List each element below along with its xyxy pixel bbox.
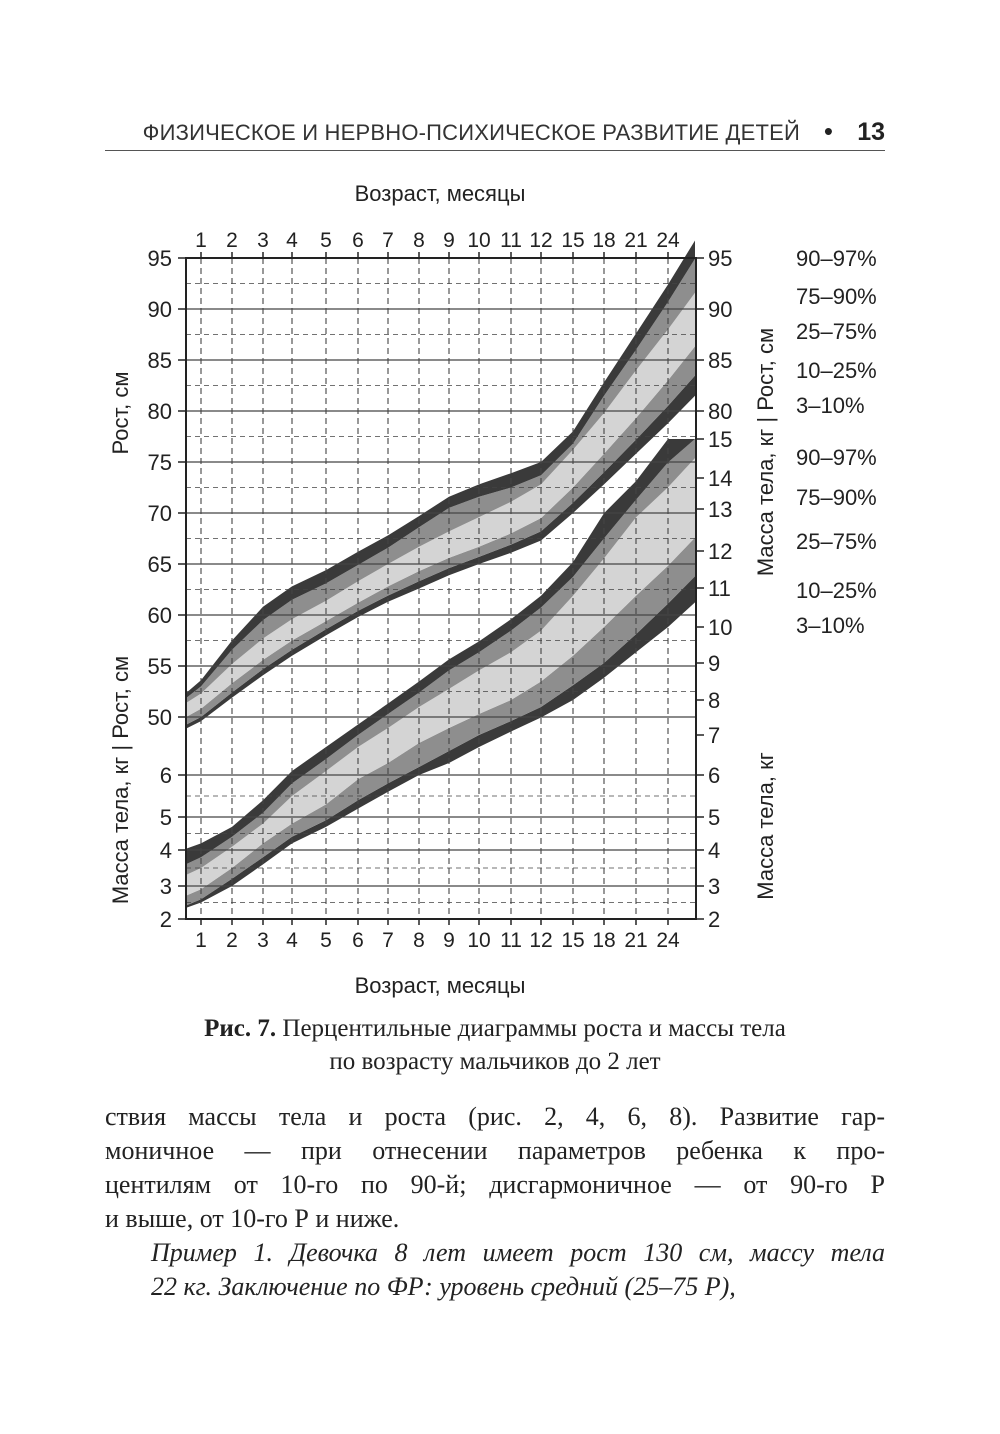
weight-tick-label-right: 11 xyxy=(708,576,731,601)
x-tick-label-bottom: 7 xyxy=(382,929,394,952)
x-tick-label-top: 9 xyxy=(443,229,455,252)
height-tick-label-left: 75 xyxy=(147,450,172,475)
caption-line-1: Перцентильные диаграммы роста и массы тела xyxy=(282,1015,786,1042)
height-tick-label-left: 65 xyxy=(147,552,172,577)
right-axis-label-upper: Масса тела, кг | Рост, см xyxy=(753,327,778,577)
caption-line-2: по возрасту мальчиков до 2 лет xyxy=(329,1048,661,1075)
x-tick-label-top: 7 xyxy=(382,229,394,252)
weight-legend-label: 10–25% xyxy=(796,578,877,603)
x-tick-label-bottom: 11 xyxy=(500,929,522,952)
x-tick-label-bottom: 2 xyxy=(226,929,238,952)
body-line: ствия массы тела и роста (рис. 2, 4, 6, 8). Развитие гар- xyxy=(105,1102,885,1131)
weight-tick-label-right: 7 xyxy=(708,723,721,748)
x-tick-label-bottom: 5 xyxy=(320,929,332,952)
weight-legend-label: 90–97% xyxy=(796,445,877,470)
x-tick-label-top: 18 xyxy=(592,229,616,252)
weight-tick-label-right: 10 xyxy=(708,615,733,640)
x-tick-label-bottom: 12 xyxy=(529,929,553,952)
x-tick-label-top: 11 xyxy=(500,229,522,252)
weight-legend-label: 75–90% xyxy=(796,485,877,510)
example-line: Пример 1. Девочка 8 лет имеет рост 130 см, массу тела xyxy=(151,1238,885,1267)
weight-tick-label-right: 9 xyxy=(708,651,721,676)
height-tick-label-right: 80 xyxy=(708,399,733,424)
weight-tick-label-right: 15 xyxy=(708,427,733,452)
weight-tick-label-left: 2 xyxy=(159,907,172,932)
weight-legend-label: 25–75% xyxy=(796,529,877,554)
header-bullet-icon: • xyxy=(823,116,833,146)
height-tick-label-left: 90 xyxy=(147,297,172,322)
height-legend-label: 25–75% xyxy=(796,319,877,344)
x-tick-label-top: 10 xyxy=(467,229,491,252)
height-tick-label-left: 60 xyxy=(147,603,172,628)
weight-tick-label-right: 4 xyxy=(708,838,721,863)
x-tick-label-top: 2 xyxy=(226,229,238,252)
weight-tick-label-right: 12 xyxy=(708,539,733,564)
weight-tick-label-right: 3 xyxy=(708,874,721,899)
x-tick-label-top: 5 xyxy=(320,229,332,252)
figure-caption xyxy=(100,1012,890,1078)
body-line: моничное — при отнесении параметров ребенка к про- xyxy=(105,1136,885,1165)
height-tick-label-right: 90 xyxy=(708,297,733,322)
x-tick-label-bottom: 8 xyxy=(413,929,425,952)
height-tick-label-left: 55 xyxy=(147,654,172,679)
figure-label: Рис. 7. xyxy=(204,1015,277,1042)
x-tick-label-top: 8 xyxy=(413,229,425,252)
x-tick-label-bottom: 3 xyxy=(257,929,269,952)
x-axis-label-top: Возраст, месяцы xyxy=(354,181,526,206)
weight-tick-label-right: 2 xyxy=(708,907,721,932)
weight-tick-label-right: 5 xyxy=(708,805,721,830)
x-tick-label-top: 6 xyxy=(352,229,364,252)
height-tick-label-left: 50 xyxy=(147,705,172,730)
height-legend-label: 3–10% xyxy=(796,393,865,418)
weight-tick-label-left: 6 xyxy=(159,763,172,788)
body-line: центилям от 10-го по 90-й; дисгармоничное — от 90-го Р xyxy=(105,1170,885,1199)
weight-tick-label-left: 5 xyxy=(159,805,172,830)
height-tick-label-left: 95 xyxy=(147,246,172,271)
x-tick-label-bottom: 10 xyxy=(467,929,491,952)
weight-tick-label-left: 4 xyxy=(159,838,172,863)
weight-tick-label-right: 8 xyxy=(708,688,721,713)
body-text xyxy=(105,1100,885,1304)
left-axis-label-height: Рост, см xyxy=(108,371,133,455)
x-tick-label-bottom: 6 xyxy=(352,929,364,952)
weight-tick-label-right: 13 xyxy=(708,497,733,522)
x-axis-label-bottom: Возраст, месяцы xyxy=(354,973,526,998)
x-tick-label-bottom: 15 xyxy=(561,929,585,952)
height-tick-label-left: 85 xyxy=(147,348,172,373)
x-tick-label-top: 24 xyxy=(656,229,680,252)
x-tick-label-bottom: 21 xyxy=(624,929,648,952)
body-line: и выше, от 10-го Р и ниже. xyxy=(105,1204,400,1233)
height-tick-label-right: 95 xyxy=(708,246,733,271)
x-tick-label-top: 1 xyxy=(195,229,207,252)
x-tick-label-top: 3 xyxy=(257,229,269,252)
x-tick-label-top: 12 xyxy=(529,229,553,252)
weight-tick-label-left: 3 xyxy=(159,874,172,899)
height-legend-label: 90–97% xyxy=(796,246,877,271)
x-tick-label-bottom: 9 xyxy=(443,929,455,952)
height-legend-label: 75–90% xyxy=(796,284,877,309)
x-tick-label-top: 21 xyxy=(624,229,648,252)
height-legend-label: 10–25% xyxy=(796,358,877,383)
height-tick-label-left: 80 xyxy=(147,399,172,424)
weight-tick-label-right: 6 xyxy=(708,763,721,788)
running-header-title: ФИЗИЧЕСКОЕ И НЕРВНО-ПСИХИЧЕСКОЕ РАЗВИТИЕ ДЕТЕЙ xyxy=(142,120,800,145)
height-tick-label-right: 85 xyxy=(708,348,733,373)
page-number: 13 xyxy=(857,118,885,146)
x-tick-label-bottom: 18 xyxy=(592,929,616,952)
height-tick-label-left: 70 xyxy=(147,501,172,526)
left-axis-label-weight: Масса тела, кг | Рост, см xyxy=(108,655,133,905)
x-tick-label-bottom: 24 xyxy=(656,929,680,952)
weight-tick-label-right: 14 xyxy=(708,466,733,491)
x-tick-label-bottom: 4 xyxy=(286,929,298,952)
x-tick-label-bottom: 1 xyxy=(195,929,207,952)
x-tick-label-top: 15 xyxy=(561,229,585,252)
weight-legend-label: 3–10% xyxy=(796,613,865,638)
right-axis-label-lower: Масса тела, кг xyxy=(753,752,778,900)
x-tick-label-top: 4 xyxy=(286,229,298,252)
example-line: 22 кг. Заключение по ФР: уровень средний (25–75 Р), xyxy=(151,1272,736,1301)
